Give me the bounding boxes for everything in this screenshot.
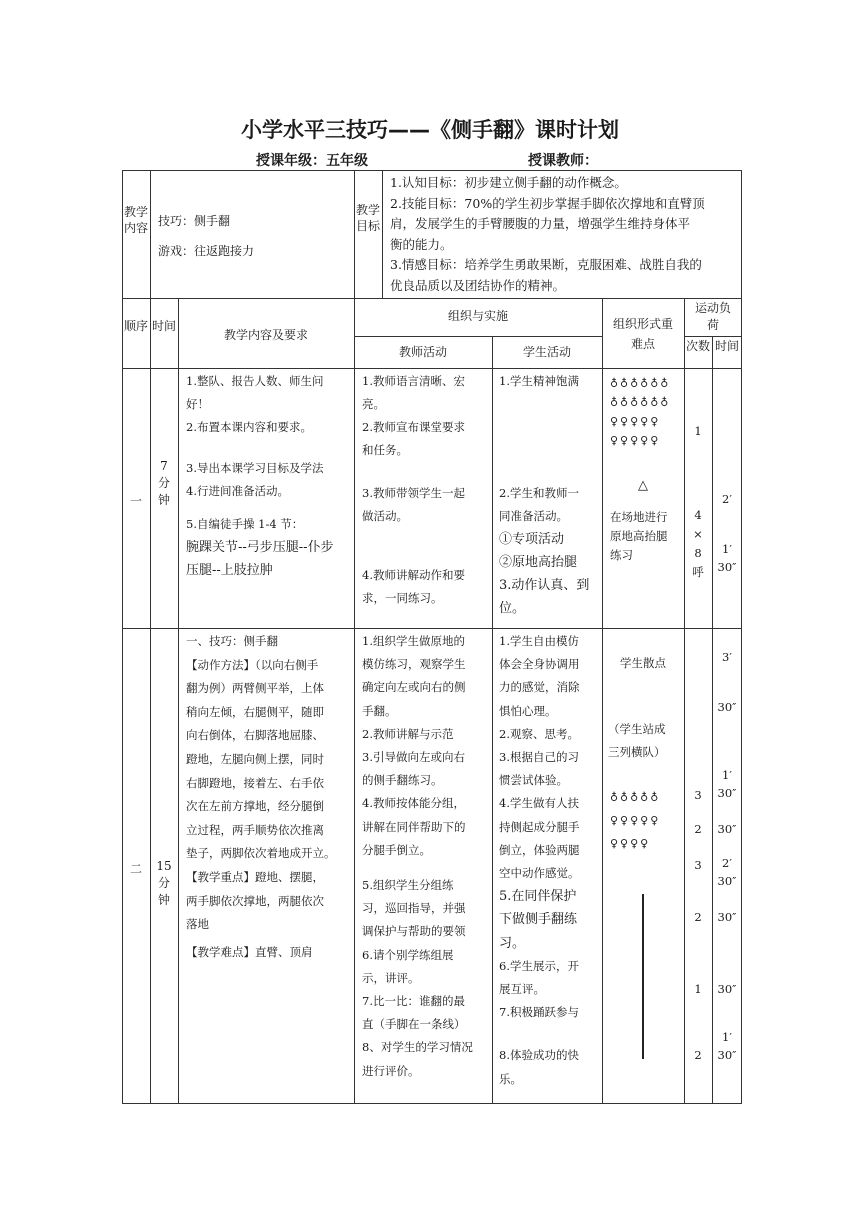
row2-duration-6: 30″	[717, 910, 737, 924]
col-duration: 时间	[714, 339, 739, 353]
row2-formation: ♁♁♁♁♁ ♀♀♀♀♀ ♀♀♀♀	[610, 791, 661, 850]
row1-times-1: 1	[694, 424, 702, 438]
row1-form-note: 在场地进行 原地高抬腿 练习	[610, 510, 668, 562]
header-divider	[122, 298, 742, 299]
col-order: 顺序	[123, 319, 148, 333]
content-label: 教学内容	[123, 205, 148, 235]
row2-time: 15 分 钟	[156, 859, 172, 907]
row2-order: 二	[129, 862, 142, 876]
load-subheader-line	[684, 336, 742, 337]
col-line-2	[178, 298, 179, 1104]
col-load: 运动负荷	[694, 301, 731, 332]
row2-times-3: 3	[694, 858, 702, 872]
mat-line-icon	[642, 894, 644, 1059]
row2-duration-4: 30″	[717, 822, 737, 836]
lesson-table	[122, 170, 742, 1104]
row2-form-title: 学生散点	[620, 656, 666, 670]
teacher-position-icon: △	[638, 478, 648, 493]
col-content: 教学内容及要求	[223, 328, 308, 342]
goal-label: 教学目标	[355, 203, 380, 233]
row2-times-5: 1	[694, 982, 702, 996]
col-time: 时间	[151, 319, 176, 333]
table-border-right	[741, 170, 742, 1104]
col-line-1	[150, 170, 151, 1104]
org-subheader-line	[354, 336, 602, 337]
teacher-label: 授课教师：	[528, 153, 598, 169]
table-border-bottom	[122, 1103, 742, 1104]
col-times: 次数	[685, 339, 710, 353]
content-items: 技巧：侧手翻 游戏：往返跑接力	[158, 214, 255, 258]
row2-duration-2: 30″	[717, 700, 737, 714]
goal-label-line	[354, 170, 355, 298]
col-form: 组织形式重难点	[612, 317, 673, 351]
row2-student: 1.学生自由模仿 体会全身协调用 力的感觉，消除 惧怕心理。 2.观察、思考。 3.根据自己的习 惯尝试体验。 4.学生做有人扶 持侧起成分腿手 倒立，体验两腿 空中动作感觉。 5.在同伴保护 下做侧手翻练 习。 6.学生展示，开 展互评。 7.积极踊跃参与 8.体验成功的快 乐。	[499, 634, 580, 1086]
grade-label: 授课年级：五年级	[256, 153, 368, 169]
row2-content: 一、技巧：侧手翻 【动作方法】（以向右侧手 翻为例）两臂侧平举，上体 稍向左倾，右腿侧平，随即 向右倒体，右脚落地屈膝、 蹬地，左腿向侧上摆，同时 右脚蹬地，接着左、右手依 次在左前方撑地，经分腿倒 立过程，两手顺势依次推离 垫子，两脚依次着地成开立。 【教学重点】蹬地、摆腿， 两手脚依次撑地，两腿依次 落地 【教学难点】直臂、顶肩	[186, 634, 336, 959]
col-student: 学生活动	[522, 345, 571, 359]
col-line-5	[602, 298, 603, 1104]
row1-content: 1.整队、报告人数、师生问 好！ 2.布置本课内容和要求。 3.导出本课学习目标及学法 4.行进间准备活动。 5.自编徒手操 1-4 节： 腕踝关节--弓步压腿--仆步 压腿--上肢拉肿	[186, 374, 334, 578]
row2-duration-7: 30″	[717, 982, 737, 996]
row2-times-6: 2	[694, 1048, 702, 1062]
row2-times-4: 2	[694, 910, 702, 924]
row1-formation: ♁♁♁♁♁♁ ♁♁♁♁♁♁ ♀♀♀♀♀ ♀♀♀♀♀	[610, 377, 671, 447]
col-org: 组织与实施	[447, 309, 508, 323]
row1-duration-1: 2′	[722, 492, 732, 506]
table-border-top	[122, 170, 742, 171]
row2-duration-1: 3′	[722, 650, 732, 664]
row1-times-2: 4 × 8 呼	[692, 508, 704, 579]
row1-duration-2: 1′ 30″	[717, 542, 737, 574]
col-teacher: 教师活动	[398, 345, 447, 359]
goal-text-line	[382, 170, 383, 298]
col-line-4	[492, 336, 493, 1104]
row1-time: 7 分 钟	[157, 459, 170, 507]
row-divider	[122, 628, 742, 629]
row2-duration-5: 2′ 30″	[717, 856, 737, 888]
row1-student: 1.学生精神饱满 2.学生和教师一 同准备活动。 ①专项活动 ②原地高抬腿 3.动作认真、到 位。	[499, 374, 590, 616]
col-line-3	[354, 298, 355, 1104]
row2-teacher: 1.组织学生做原地的 模仿练习，观察学生 确定向左或向右的侧 手翻。 2.教师讲解与示范 3.引导做向左或向右 的侧手翻练习。 4.教师按体能分组， 讲解在同伴帮助下的 分腿手倒立。 5.组织学生分组练 习，巡回指导，并强 调保护与帮助的要领 6.请个别学练组展 示，讲评。 7.比一比：谁翻的最 直（手脚在一条线） 8、对学生的学习情况 进行评价。	[362, 634, 473, 1078]
row2-times-2: 2	[694, 822, 702, 836]
column-header-bottom	[122, 368, 742, 369]
row1-order: 一	[129, 494, 142, 508]
row1-teacher: 1.教师语言清晰、宏 亮。 2.教师宣布课堂要求 和任务。 3.教师带领学生一起 做活动。 4.教师讲解动作和要 求，一同练习。	[362, 374, 465, 605]
row2-form-note: （学生站成 三列横队）	[608, 722, 666, 759]
goal-text: 1.认知目标：初步建立侧手翻的动作概念。 2.技能目标：70%的学生初步掌握手脚依次撑地和直臂顶 肩，发展学生的手臂腰腹的力量，增强学生维持身体平 衡的能力。 3.情感目标：培养学生勇敢果断，克服困难、战胜自我的 优良品质以及团结协作的精神。	[390, 175, 705, 293]
table-border-left	[122, 170, 123, 1104]
row2-duration-3: 1′ 30″	[717, 768, 737, 800]
row2-times-1: 3	[694, 788, 702, 802]
page-title: 小学水平三技巧——《侧手翻》课时计划	[241, 118, 619, 142]
row2-duration-8: 1′ 30″	[717, 1030, 737, 1062]
